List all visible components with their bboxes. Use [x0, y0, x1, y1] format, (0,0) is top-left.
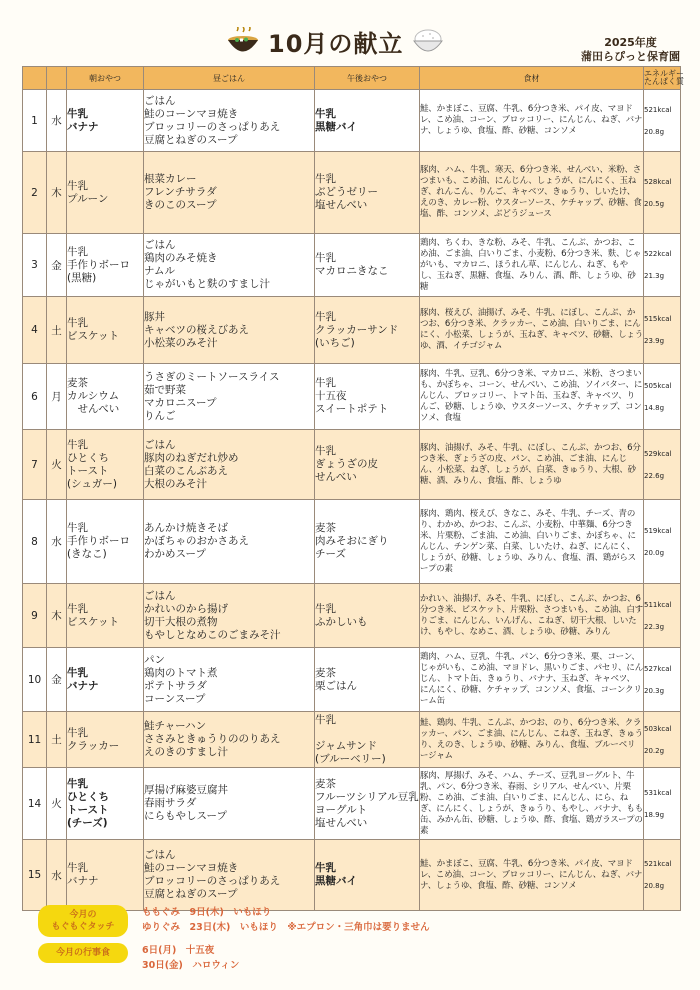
mogumogu-badge — [38, 905, 128, 937]
cell-line: 白菜のこんぶあえ — [144, 464, 228, 477]
cell-line: マカロニきなこ — [315, 265, 389, 277]
cell-line: ささみときゅうりののりあえ — [144, 733, 281, 745]
cell-line: 牛乳 — [67, 179, 88, 192]
weekday-cell: 月 — [47, 364, 67, 430]
ingredients-cell: 豚肉、鶏肉、桜えび、きなこ、みそ、牛乳、チーズ、青のり、わかめ、かつお、こんぶ、小麦粉、中華麺、6分つき米、片栗粉、ごま油、こめ油、白いりごま、かぼちゃ、にんじん、チンゲン菜、白菜、しいたけ、ねぎ、にんにく、しょうが、砂糖、しょうゆ、みりん、食塩、酒、鶏がらスープの素 — [420, 500, 644, 584]
cell-line: 牛乳 — [67, 438, 88, 451]
cell-line: 小松菜のみそ汁 — [144, 336, 218, 349]
events-line-1: 6日(月) 十五夜 — [142, 945, 215, 956]
cell-line: キャベツの桜えびあえ — [144, 323, 249, 336]
cell-line: ごはん — [144, 589, 176, 602]
cell-line: 栗ごはん — [315, 679, 357, 692]
protein-value: 22.3g — [644, 622, 665, 631]
energy-value: 529kcal — [644, 449, 672, 458]
nutrition-cell — [644, 234, 681, 297]
cell-line: マカロニスープ — [144, 396, 217, 409]
cell-line: 黒糖バイ — [315, 120, 357, 133]
cell-line: ごはん — [144, 849, 176, 861]
cell-line: 牛乳 — [315, 445, 336, 457]
cell-line: フルーツシリアル豆乳 — [315, 790, 419, 803]
cell-line: ナムル — [144, 265, 175, 277]
mogumogu-label-1: 今月の — [69, 910, 97, 920]
cell-line: 大根のみそ汁 — [144, 477, 207, 490]
menu-row — [23, 712, 681, 768]
cell-line: もやしとなめこのごまみそ汁 — [144, 628, 281, 641]
rice-bowl-icon — [411, 27, 445, 57]
cell-line: 麦茶 — [315, 777, 336, 790]
cell-line: かれいのから揚げ — [144, 602, 228, 615]
cell-line: フレンチサラダ — [144, 186, 217, 198]
menu-row — [23, 364, 681, 430]
events-row — [38, 943, 678, 973]
protein-value: 20.8g — [644, 127, 665, 136]
am-snack-cell — [67, 648, 144, 712]
protein-value: 23.9g — [644, 337, 665, 345]
organization-block — [581, 36, 680, 64]
energy-value: 522kcal — [644, 250, 672, 258]
cell-line: 牛乳 — [67, 107, 88, 120]
am-snack-cell — [67, 712, 144, 768]
lunch-cell — [144, 840, 315, 911]
day-cell: 6 — [23, 364, 47, 430]
ingredients-cell: 豚肉、厚揚げ、みそ、ハム、チーズ、豆乳ヨーグルト、牛乳、パン、6分つき米、春雨、シリアル、せんべい、片栗粉、こめ油、ごま油、白いりごま、にんじん、にら、ねぎ、にんにく、しょうが、きゅうり、もやし、バナナ、もも缶、みかん缶、砂糖、しょうゆ、酢、食塩、鶏ガラスープの素 — [420, 768, 644, 840]
cell-line: じゃがいもと麩のすまし汁 — [144, 278, 270, 290]
ingredients-header: 食材 — [420, 67, 644, 90]
day-cell: 7 — [23, 430, 47, 500]
weekday-cell: 木 — [47, 584, 67, 648]
cell-line: カルシウム — [67, 390, 120, 402]
nutrition-cell — [644, 768, 681, 840]
cell-line: 牛乳 — [67, 726, 88, 739]
cell-line: 牛乳 — [67, 522, 88, 534]
cell-line: コーンスープ — [144, 692, 206, 705]
menu-row — [23, 297, 681, 364]
cell-line: パン — [144, 653, 165, 666]
energy-header: エネルギー — [644, 69, 684, 78]
cell-line: 牛乳 — [315, 602, 336, 615]
weekday-cell: 土 — [47, 297, 67, 364]
pm-snack-cell — [315, 297, 420, 364]
cell-line: ブロッコリーのさっぱりあえ — [144, 120, 281, 133]
cell-line: きのこのスープ — [144, 199, 217, 211]
cell-line: 牛乳 — [315, 252, 336, 264]
energy-value: 511kcal — [644, 600, 672, 609]
pm-snack-cell — [315, 584, 420, 648]
day-cell: 11 — [23, 712, 47, 768]
weekday-cell: 水 — [47, 840, 67, 911]
events-line-2: 30日(金) ハロウィン — [142, 960, 240, 971]
protein-value: 20.0g — [644, 548, 665, 557]
cell-line: バナナ — [67, 875, 99, 887]
cell-line: 麦茶 — [315, 666, 336, 679]
cell-line: 黒糖バイ — [315, 875, 357, 887]
nutrition-cell — [644, 297, 681, 364]
cell-line: 牛乳 — [315, 377, 336, 389]
energy-value: 519kcal — [644, 526, 672, 535]
events-text — [142, 943, 239, 973]
pm-snack-cell — [315, 430, 420, 500]
cell-line: ごはん — [144, 94, 176, 107]
menu-row — [23, 90, 681, 152]
protein-header: たんぱく質 — [644, 77, 684, 86]
ingredients-cell: 鶏肉、ちくわ、きな粉、みそ、牛乳、こんぶ、かつお、こめ油、ごま油、白いりごま、小麦粉、6分つき米、麩、じゃがいも、マカロニ、ほうれん草、にんじん、ねぎ、もやし、玉ねぎ、黒糖、食塩、みりん、酒、酢、しょうゆ、砂糖 — [420, 234, 644, 297]
am-snack-header: 朝おやつ — [67, 67, 144, 90]
day-cell: 8 — [23, 500, 47, 584]
weekday-cell: 火 — [47, 768, 67, 840]
day-cell: 10 — [23, 648, 47, 712]
cell-line: ひとくち — [67, 451, 109, 464]
pm-snack-cell — [315, 712, 420, 768]
menu-row — [23, 430, 681, 500]
weekday-cell: 土 — [47, 712, 67, 768]
cell-line: ふかしいも — [315, 615, 368, 628]
mogumogu-row — [38, 905, 678, 937]
menu-row — [23, 152, 681, 234]
menu-table — [22, 66, 684, 911]
ingredients-cell: かれい、油揚げ、みそ、牛乳、にぼし、こんぶ、かつお、6分つき米、ビスケット、片栗粉、さつまいも、こめ油、白すりごま、にんじん、いんげん、こねぎ、切干大根、しいたけ、もやし、なめこ、酒、しょうゆ、砂糖、みりん — [420, 584, 644, 648]
pm-snack-header: 午後おやつ — [315, 67, 420, 90]
cell-line: トースト — [67, 803, 109, 816]
events-label: 今月の行事食 — [55, 948, 110, 958]
cell-line: 十五夜 — [315, 390, 347, 402]
cell-line: トースト — [67, 464, 109, 477]
cell-line: せんべい — [315, 471, 357, 483]
nutrition-cell — [644, 648, 681, 712]
school-year: 2025年度 — [604, 36, 657, 49]
cell-line: 牛乳 — [315, 713, 336, 726]
protein-value: 20.2g — [644, 746, 665, 755]
cell-line: (いちご) — [315, 336, 355, 349]
pm-snack-cell — [315, 840, 420, 911]
cell-line: 牛乳 — [315, 310, 336, 323]
cell-line: 厚揚げ麻婆豆腐丼 — [144, 784, 228, 796]
cell-line: 塩せんべい — [315, 199, 368, 211]
ingredients-cell: 鮭、かまぼこ、豆腐、牛乳、6分つき米、パイ皮、マヨドレ、こめ油、コーン、ブロッコリー、にんじん、ねぎ、バナナ、しょうゆ、食塩、酢、砂糖、コンソメ — [420, 840, 644, 911]
nutrition-cell — [644, 840, 681, 911]
cell-line: (ブルーベリー) — [315, 752, 386, 765]
cell-line: 麦茶 — [67, 377, 88, 389]
weekday-cell: 水 — [47, 500, 67, 584]
cell-line: りんご — [144, 409, 176, 422]
cell-line: 牛乳 — [315, 862, 336, 874]
protein-value: 20.3g — [644, 686, 665, 695]
cell-line: 切干大根の煮物 — [144, 615, 218, 628]
cell-line: かぼちゃのおかさあえ — [144, 535, 249, 547]
cell-line: ブロッコリーのさっぱりあえ — [144, 875, 281, 887]
cell-line: 牛乳 — [67, 602, 88, 615]
am-snack-cell — [67, 234, 144, 297]
energy-value: 531kcal — [644, 788, 672, 797]
cell-line: 鮭チャーハン — [144, 720, 207, 732]
day-cell: 15 — [23, 840, 47, 911]
miso-soup-icon — [226, 27, 260, 57]
am-snack-cell — [67, 840, 144, 911]
cell-line: 鶏肉のみそ焼き — [144, 252, 218, 264]
cell-line: 手作りボーロ — [67, 535, 130, 547]
cell-line: あんかけ焼きそば — [144, 522, 228, 534]
ingredients-cell: 豚肉、牛乳、豆乳、6分つき米、マカロニ、米粉、さつまいも、かぼちゃ、コーン、せんべい、こめ油、ソイバター、にんじん、ブロッコリー、トマト缶、玉ねぎ、キャベツ、りんご、砂糖、しょうゆ、ウスターソース、ケチャップ、コンソメ、食塩 — [420, 364, 644, 430]
cell-line: ビスケット — [67, 330, 119, 342]
day-cell: 9 — [23, 584, 47, 648]
ingredients-cell: 鮭、鶏肉、牛乳、こんぶ、かつお、のり、6分つき米、クラッカー、パン、ごま油、にんじん、こねぎ、玉ねぎ、きゅうり、えのき、しょうゆ、砂糖、みりん、食塩、ブルーベリージャム — [420, 712, 644, 768]
am-snack-cell — [67, 152, 144, 234]
cell-line: (黒糖) — [67, 271, 97, 284]
nutrition-cell — [644, 364, 681, 430]
footer — [38, 905, 678, 979]
lunch-header: 昼ごはん — [144, 67, 315, 90]
pm-snack-cell — [315, 500, 420, 584]
am-snack-cell — [67, 500, 144, 584]
cell-line: ヨーグルト — [315, 803, 368, 816]
pm-snack-cell — [315, 152, 420, 234]
protein-value: 21.3g — [644, 272, 665, 280]
energy-value: 503kcal — [644, 724, 672, 733]
nutrition-cell — [644, 430, 681, 500]
am-snack-cell — [67, 768, 144, 840]
day-cell: 3 — [23, 234, 47, 297]
cell-line: えのきのすまし汁 — [144, 746, 228, 758]
cell-line: 牛乳 — [67, 245, 88, 258]
ingredients-cell: 豚肉、油揚げ、みそ、牛乳、にぼし、こんぶ、かつお、6分つき米、ぎょうざの皮、パン、こめ油、ごま油、にんじん、小松菜、ねぎ、しょうが、白菜、きゅうり、大根、砂糖、酒、みりん、食塩、酢、しょうゆ — [420, 430, 644, 500]
cell-line: 春雨サラダ — [144, 797, 197, 809]
nutrition-cell — [644, 500, 681, 584]
cell-line: 茹で野菜 — [144, 383, 186, 396]
weekday-cell: 金 — [47, 648, 67, 712]
ingredients-cell: 豚肉、ハム、牛乳、寒天、6分つき米、せんべい、米粉、さつまいも、こめ油、にんじん、しょうが、にんにく、玉ねぎ、れんこん、りんご、キャベツ、きゅうり、しいたけ、えのき、カレー粉、ウスターソース、ケチャップ、砂糖、食塩、酢、コンソメ、ぶどうジュース — [420, 152, 644, 234]
pm-snack-cell — [315, 768, 420, 840]
lunch-cell — [144, 768, 315, 840]
cell-line: (きなこ) — [67, 548, 107, 560]
protein-value: 20.8g — [644, 882, 665, 890]
cell-line: ジャムサンド — [315, 739, 378, 752]
weekday-cell: 水 — [47, 90, 67, 152]
cell-line: 牛乳 — [67, 862, 88, 874]
cell-line: ポテトサラダ — [144, 679, 207, 692]
header-row — [23, 67, 681, 90]
cell-line: バナナ — [67, 679, 99, 692]
pm-snack-cell — [315, 234, 420, 297]
cell-line: せんべい — [67, 403, 120, 415]
ingredients-cell: 豚肉、桜えび、油揚げ、みそ、牛乳、にぼし、こんぶ、かつお、6分つき米、クラッカー、こめ油、白いりごま、にんにく、小松菜、しょうが、玉ねぎ、キャベツ、砂糖、しょうゆ、酒、イチゴジャム — [420, 297, 644, 364]
menu-row — [23, 768, 681, 840]
protein-value: 14.8g — [644, 403, 665, 412]
weekday-cell: 金 — [47, 234, 67, 297]
ingredients-cell: 鮭、かまぼこ、豆腐、牛乳、6分つき米、パイ皮、マヨドレ、こめ油、コーン、ブロッコリー、にんじん、ねぎ、バナナ、しょうゆ、食塩、酢、砂糖、コンソメ — [420, 90, 644, 152]
pm-snack-cell — [315, 648, 420, 712]
energy-value: 527kcal — [644, 664, 672, 673]
cell-line: 牛乳 — [67, 317, 88, 329]
energy-value: 515kcal — [644, 315, 672, 323]
cell-line: 豚肉のねぎだれ炒め — [144, 451, 239, 464]
day-cell: 14 — [23, 768, 47, 840]
cell-line: ぎょうざの皮 — [315, 458, 378, 470]
cell-line: チーズ — [315, 548, 346, 560]
mogumogu-line-1: ももぐみ 9日(木) いもほり — [142, 907, 272, 918]
cell-line: スイートポテト — [315, 403, 389, 415]
menu-row — [23, 234, 681, 297]
energy-value: 505kcal — [644, 381, 672, 390]
cell-line: 鮭のコーンマヨ焼き — [144, 862, 239, 874]
cell-line: クラッカーサンド — [315, 323, 399, 336]
lunch-cell — [144, 297, 315, 364]
menu-row — [23, 648, 681, 712]
cell-line: 肉みそおにぎり — [315, 535, 389, 547]
lunch-cell — [144, 90, 315, 152]
lunch-cell — [144, 430, 315, 500]
cell-line: 豚丼 — [144, 310, 165, 323]
weekday-cell: 木 — [47, 152, 67, 234]
pm-snack-cell — [315, 364, 420, 430]
nutrition-cell — [644, 152, 681, 234]
cell-line: 鶏肉のトマト煮 — [144, 666, 218, 679]
protein-value: 20.5g — [644, 199, 665, 208]
mogumogu-label-2: もぐもぐタッチ — [51, 922, 115, 932]
cell-line: クラッカー — [67, 739, 120, 752]
energy-value: 528kcal — [644, 177, 672, 186]
cell-line: 麦茶 — [315, 522, 336, 534]
day-cell: 4 — [23, 297, 47, 364]
page-title: 10月の献立 — [268, 30, 404, 58]
pm-snack-cell — [315, 90, 420, 152]
cell-line: (チーズ) — [67, 816, 108, 829]
nutrition-cell — [644, 90, 681, 152]
cell-line: にらもやしスープ — [144, 810, 227, 822]
cell-line: 根菜カレー — [144, 173, 197, 185]
nutrition-cell — [644, 584, 681, 648]
am-snack-cell — [67, 364, 144, 430]
cell-line: 手作りボーロ — [67, 258, 130, 271]
nursery-name: 蒲田らぴっと保育園 — [581, 50, 680, 63]
menu-row — [23, 584, 681, 648]
day-cell: 1 — [23, 90, 47, 152]
events-badge — [38, 943, 128, 963]
lunch-cell — [144, 234, 315, 297]
protein-value: 18.9g — [644, 810, 665, 819]
page-header — [0, 0, 700, 66]
menu-body — [23, 90, 681, 911]
ingredients-cell: 鶏肉、ハム、豆乳、牛乳、パン、6分つき米、栗、コーン、じゃがいも、こめ油、マヨドレ、黒いりごま、パセリ、にんじん、トマト缶、きゅうり、バナナ、玉ねぎ、キャベツ、にんにく、砂糖、ケチャップ、コンソメ、食塩、コーンクリーム缶 — [420, 648, 644, 712]
lunch-cell — [144, 152, 315, 234]
cell-line: 塩せんべい — [315, 816, 368, 829]
cell-line: ごはん — [144, 239, 176, 251]
cell-line: ビスケット — [67, 615, 119, 628]
cell-line: 牛乳 — [315, 173, 336, 185]
day-cell: 2 — [23, 152, 47, 234]
lunch-cell — [144, 500, 315, 584]
cell-line: 牛乳 — [67, 666, 88, 679]
day-header — [23, 67, 47, 90]
cell-line: ごはん — [144, 438, 176, 451]
energy-value: 521kcal — [644, 105, 672, 114]
am-snack-cell — [67, 430, 144, 500]
cell-line: ぶどうゼリー — [315, 186, 378, 198]
cell-line: 鮭のコーンマヨ焼き — [144, 107, 239, 120]
cell-line — [315, 727, 419, 740]
lunch-cell — [144, 712, 315, 768]
energy-value: 521kcal — [644, 860, 672, 868]
cell-line: 牛乳 — [67, 777, 88, 790]
am-snack-cell — [67, 90, 144, 152]
cell-line: うさぎのミートソースライス — [144, 370, 280, 383]
mogumogu-text — [142, 905, 430, 935]
am-snack-cell — [67, 584, 144, 648]
cell-line: プルーン — [67, 192, 109, 205]
mogumogu-line-2: ゆりぐみ 23日(木) いもほり ※エプロン・三角巾は要りません — [142, 922, 430, 933]
cell-line: ひとくち — [67, 790, 109, 803]
weekday-cell: 火 — [47, 430, 67, 500]
lunch-cell — [144, 648, 315, 712]
cell-line: 牛乳 — [315, 107, 336, 120]
cell-line: わかめスープ — [144, 548, 206, 560]
title-wrap — [226, 24, 445, 59]
weekday-header — [47, 67, 67, 90]
cell-line: バナナ — [67, 120, 99, 133]
nutrition-header — [644, 67, 684, 90]
am-snack-cell — [67, 297, 144, 364]
nutrition-cell — [644, 712, 681, 768]
menu-row — [23, 500, 681, 584]
lunch-cell — [144, 364, 315, 430]
cell-line: 豆腐とねぎのスープ — [144, 133, 238, 146]
protein-value: 22.6g — [644, 471, 665, 480]
cell-line: (シュガー) — [67, 477, 117, 490]
cell-line: 豆腐とねぎのスープ — [144, 888, 238, 900]
lunch-cell — [144, 584, 315, 648]
menu-row — [23, 840, 681, 911]
